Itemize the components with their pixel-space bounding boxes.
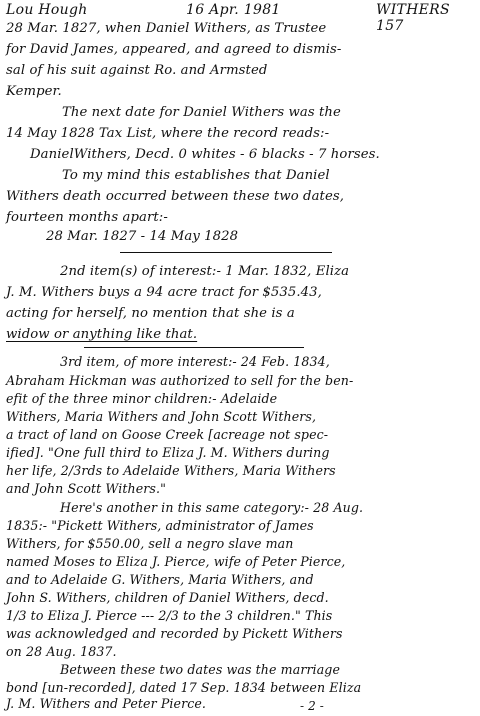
author-name: Lou Hough [6,2,88,18]
text-line: her life, 2/3rds to Adelaide Withers, Maria Withers [6,463,336,478]
text-line: widow or anything like that. [6,327,198,342]
text-line: on 28 Aug. 1837. [6,644,117,659]
text-line: 28 Mar. 1827 - 14 May 1828 [46,229,239,244]
text-line: 3rd item, of more interest:- 24 Feb. 1834, [60,354,330,369]
text-line: Withers death occurred between these two dates, [6,189,345,204]
text-line: 14 May 1828 Tax List, where the record reads:- [6,126,330,141]
text-line: The next date for Daniel Withers was the [62,105,341,120]
text-line: ified]. "One full third to Eliza J. M. Withers during [6,445,330,460]
text-line: J. M. Withers and Peter Pierce. [6,696,207,711]
text-line: To my mind this establishes that Daniel [62,168,330,183]
text-line: 1835:- "Pickett Withers, administrator of James [6,518,314,533]
text-line: sal of his suit against Ro. and Armsted [6,63,268,78]
section-divider [120,252,332,253]
text-line: 28 Mar. 1827, when Daniel Withers, as Trustee [6,21,327,36]
text-line: Abraham Hickman was authorized to sell for the ben- [6,373,354,388]
text-line: Withers, for $550.00, sell a negro slave man [6,536,294,551]
page-number: - 2 - [300,699,324,713]
note-date: 16 Apr. 1981 [186,2,281,18]
text-line: Kemper. [6,84,62,99]
text-line: Here's another in this same category:- 28 Aug. [60,500,364,515]
text-line: DanielWithers, Decd. 0 whites - 6 blacks - 7 horses. [30,147,380,162]
text-line: for David James, appeared, and agreed to dismis- [6,42,342,57]
text-line: and to Adelaide G. Withers, Maria Withers, and [6,572,314,587]
text-line: 1/3 to Eliza J. Pierce --- 2/3 to the 3 children." This [6,608,333,623]
text-line: acting for herself, no mention that she is a [6,306,295,321]
text-line: Between these two dates was the marriage [60,662,341,677]
section-divider [84,347,304,348]
text-line: J. M. Withers buys a 94 acre tract for $535.43, [6,285,322,300]
text-line: fourteen months apart:- [6,210,168,225]
file-reference: WITHERS 157 [376,2,450,34]
text-line: a tract of land on Goose Creek [acreage not spec- [6,427,329,442]
text-line: and John Scott Withers." [6,481,166,496]
text-line: Withers, Maria Withers and John Scott Withers, [6,409,317,424]
text-line: was acknowledged and recorded by Pickett Withers [6,626,343,641]
text-line: efit of the three minor children:- Adelaide [6,391,278,406]
text-line: bond [un-recorded], dated 17 Sep. 1834 between Eliza [6,680,362,695]
text-line: John S. Withers, children of Daniel Withers, decd. [6,590,329,605]
text-line: 2nd item(s) of interest:- 1 Mar. 1832, Eliza [60,264,350,279]
text-line: named Moses to Eliza J. Pierce, wife of Peter Pierce, [6,554,346,569]
